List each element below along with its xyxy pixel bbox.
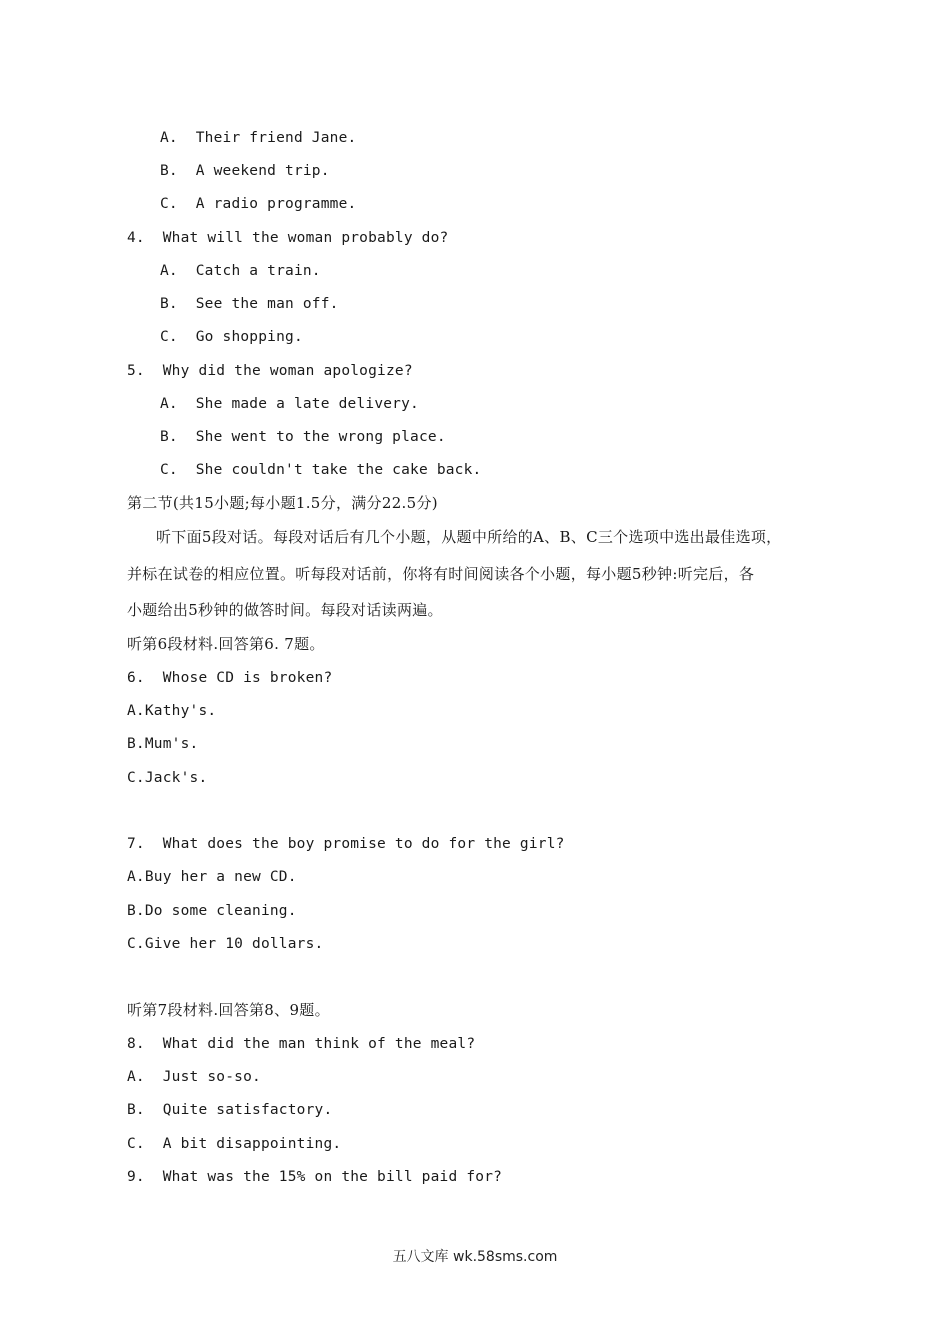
q8-option-b: B. Quite satisfactory. — [127, 1102, 333, 1118]
q9-question: 9. What was the 15% on the bill paid for? — [127, 1169, 503, 1185]
q3-option-b: B. A weekend trip. — [160, 163, 330, 179]
q5-option-c: C. She couldn't take the cake back. — [160, 462, 482, 478]
q6-option-c: C.Jack's. — [127, 770, 208, 786]
q7-option-c: C.Give her 10 dollars. — [127, 936, 324, 952]
q4-question: 4. What will the woman probably do? — [127, 230, 449, 246]
q5-question: 5. Why did the woman apologize? — [127, 363, 413, 379]
q5-option-b: B. She went to the wrong place. — [160, 429, 446, 445]
q6-option-a: A.Kathy's. — [127, 703, 217, 719]
q8-question: 8. What did the man think of the meal? — [127, 1036, 476, 1052]
q4-option-c: C. Go shopping. — [160, 329, 303, 345]
section2-instruction-line-2: 并标在试卷的相应位置。听每段对话前，你将有时间阅读各个小题，每小题5秒钟:听完后，各 — [127, 565, 755, 583]
section2-heading: 第二节(共15小题;每小题1.5分，满分22.5分) — [127, 494, 438, 512]
q4-option-a: A. Catch a train. — [160, 263, 321, 279]
footer-watermark: 五八文库 wk.58sms.com — [392, 1249, 558, 1265]
section2-instruction-line-3: 小题给出5秒钟的做答时间。每段对话读两遍。 — [127, 601, 443, 619]
q3-option-a: A. Their friend Jane. — [160, 130, 357, 146]
q3-option-c: C. A radio programme. — [160, 196, 357, 212]
q8-option-a: A. Just so-so. — [127, 1069, 261, 1085]
q5-option-a: A. She made a late delivery. — [160, 396, 419, 412]
material-6-heading: 听第6段材料.回答第6. 7题。 — [127, 635, 325, 653]
q7-question: 7. What does the boy promise to do for the girl? — [127, 836, 565, 852]
q8-option-c: C. A bit disappointing. — [127, 1136, 342, 1152]
q6-question: 6. Whose CD is broken? — [127, 670, 333, 686]
section2-instruction-line-1: 听下面5段对话。每段对话后有几个小题，从题中所给的A、B、C三个选项中选出最佳选项， — [156, 528, 782, 546]
q6-option-b: B.Mum's. — [127, 736, 199, 752]
q7-option-a: A.Buy her a new CD. — [127, 869, 297, 885]
q7-option-b: B.Do some cleaning. — [127, 903, 297, 919]
material-7-heading: 听第7段材料.回答第8、9题。 — [127, 1001, 330, 1019]
q4-option-b: B. See the man off. — [160, 296, 339, 312]
